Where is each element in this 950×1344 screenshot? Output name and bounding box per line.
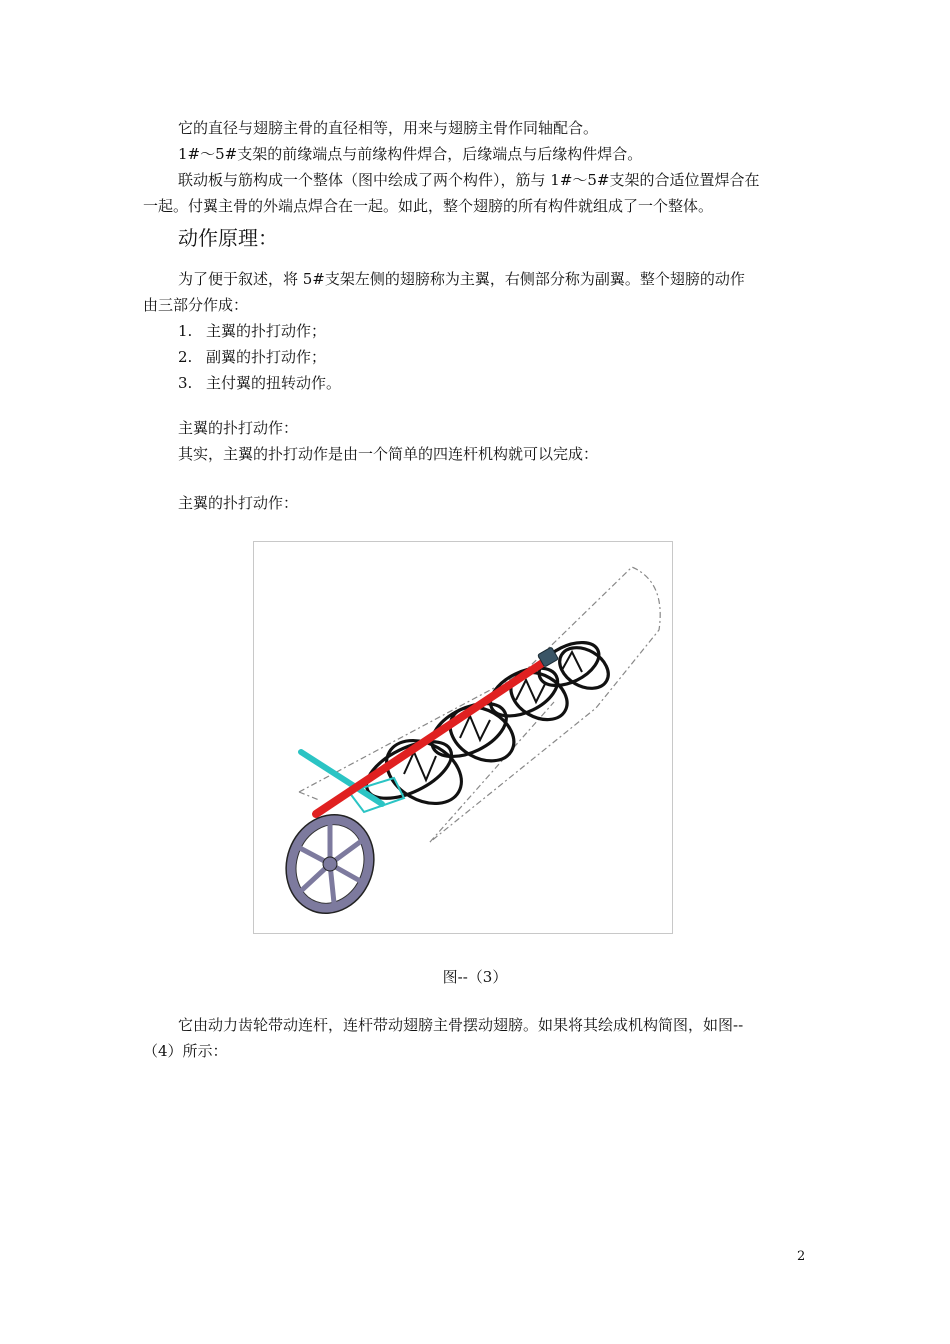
subheading-main-wing-2: 主翼的扑打动作： xyxy=(178,494,299,512)
figure-caption: 图--（3） xyxy=(442,968,508,986)
after-figure-line-2: （4）所示： xyxy=(143,1042,228,1060)
list-item xyxy=(178,372,341,394)
subheading-main-wing: 主翼的扑打动作： xyxy=(178,419,299,437)
paragraph-3-line-2: 一起。付翼主骨的外端点焊合在一起。如此，整个翅膀的所有构件就组成了一个整体。 xyxy=(143,197,714,215)
wing-mechanism-illustration xyxy=(254,542,672,933)
paragraph-1: 它的直径与翅膀主骨的直径相等，用来与翅膀主骨作同轴配合。 xyxy=(178,119,599,137)
paragraph-2: 1#～5#支架的前缘端点与前缘构件焊合，后缘端点与后缘构件焊合。 xyxy=(178,145,643,163)
section-heading: 动作原理： xyxy=(178,226,278,250)
list-text: 主翼的扑打动作； xyxy=(206,322,327,340)
list-item xyxy=(178,320,326,342)
list-text: 主付翼的扭转动作。 xyxy=(206,374,342,392)
list-text: 副翼的扑打动作； xyxy=(206,348,327,366)
paragraph-3-line-1: 联动板与筋构成一个整体（图中绘成了两个构件），筋与 1#～5#支架的合适位置焊合在 xyxy=(178,171,760,189)
list-number: 1. xyxy=(178,322,193,340)
intro-line-2: 由三部分作成： xyxy=(143,296,249,314)
wing-mechanism-figure xyxy=(253,541,673,934)
intro-line-1: 为了便于叙述，将 5#支架左侧的翅膀称为主翼，右侧部分称为副翼。整个翅膀的动作 xyxy=(178,270,745,288)
list-number: 2. xyxy=(178,348,193,366)
main-spar xyxy=(316,658,550,814)
wing-ribs xyxy=(358,634,616,816)
drive-gear xyxy=(272,802,387,925)
page-number: 2 xyxy=(797,1249,806,1264)
list-number: 3. xyxy=(178,374,193,392)
after-figure-line-1: 它由动力齿轮带动连杆，连杆带动翅膀主骨摆动翅膀。如果将其绘成机构简图，如图-- xyxy=(178,1016,744,1034)
explanation-text: 其实，主翼的扑打动作是由一个简单的四连杆机构就可以完成： xyxy=(178,445,599,463)
list-item xyxy=(178,346,326,368)
